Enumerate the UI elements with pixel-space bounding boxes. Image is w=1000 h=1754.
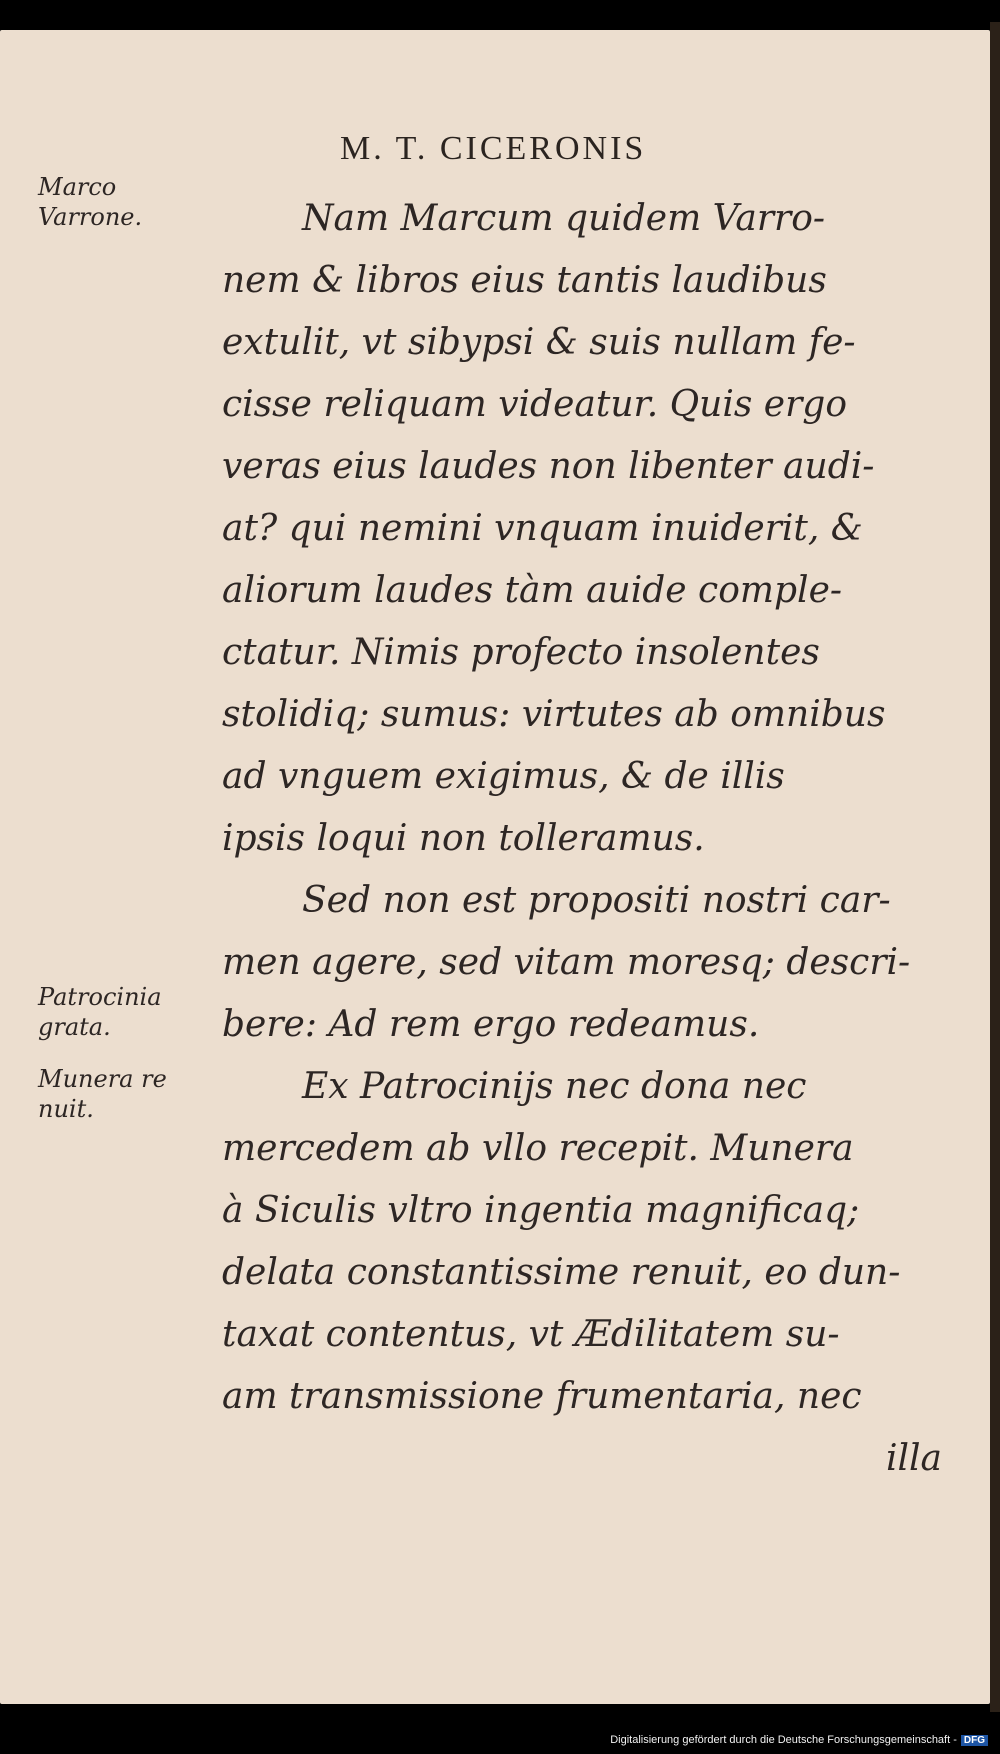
text-line: stolidiq; sumus: virtutes ab omnibus — [222, 694, 886, 735]
text-line: aliorum laudes tàm auide comple- — [222, 570, 843, 611]
text-line: nem & libros eius tantis laudibus — [222, 260, 827, 301]
footer-credit-text: Digitalisierung gefördert durch die Deutsche Forschungsgemeinschaft - — [610, 1734, 957, 1746]
margin-note-patrocinia: Patrocinia grata. — [38, 983, 162, 1041]
text-line: extulit, vt sibypsi & suis nullam fe- — [222, 322, 856, 363]
page-edge — [990, 22, 1000, 1712]
text-line: taxat contentus, vt Ædilitatem su- — [222, 1314, 840, 1355]
text-line: am transmissione frumentaria, nec — [222, 1376, 862, 1417]
text-line: mercedem ab vllo recepit. Munera — [222, 1128, 854, 1169]
text-line: Ex Patrocinijs nec dona nec — [302, 1066, 807, 1107]
text-line: cisse reliquam videatur. Quis ergo — [222, 384, 848, 425]
dfg-logo: DFG — [961, 1735, 988, 1746]
text-line: Sed non est propositi nostri car- — [302, 880, 891, 921]
text-line: ctatur. Nimis profecto insolentes — [222, 632, 820, 673]
text-line: at? qui nemini vnquam inuiderit, & — [222, 508, 863, 549]
text-line: delata constantissime renuit, eo dun- — [222, 1252, 901, 1293]
text-line: bere: Ad rem ergo redeamus. — [222, 1004, 760, 1045]
text-line: men agere, sed vitam moresq; descri- — [222, 942, 911, 983]
margin-note-varrone: Marco Varrone. — [38, 173, 143, 231]
main-text — [222, 188, 942, 1490]
text-line: ipsis loqui non tolleramus. — [222, 818, 705, 859]
text-line: veras eius laudes non libenter audi- — [222, 446, 875, 487]
running-head: M. T. CICERONIS — [340, 130, 647, 167]
margin-note-munera: Munera re nuit. — [38, 1065, 167, 1123]
text-line: Nam Marcum quidem Varro- — [302, 198, 826, 239]
catchword: illa — [885, 1438, 942, 1479]
footer-credit — [610, 1734, 988, 1746]
text-line: à Siculis vltro ingentia magnificaq; — [222, 1190, 860, 1231]
text-line: ad vnguem exigimus, & de illis — [222, 756, 785, 797]
